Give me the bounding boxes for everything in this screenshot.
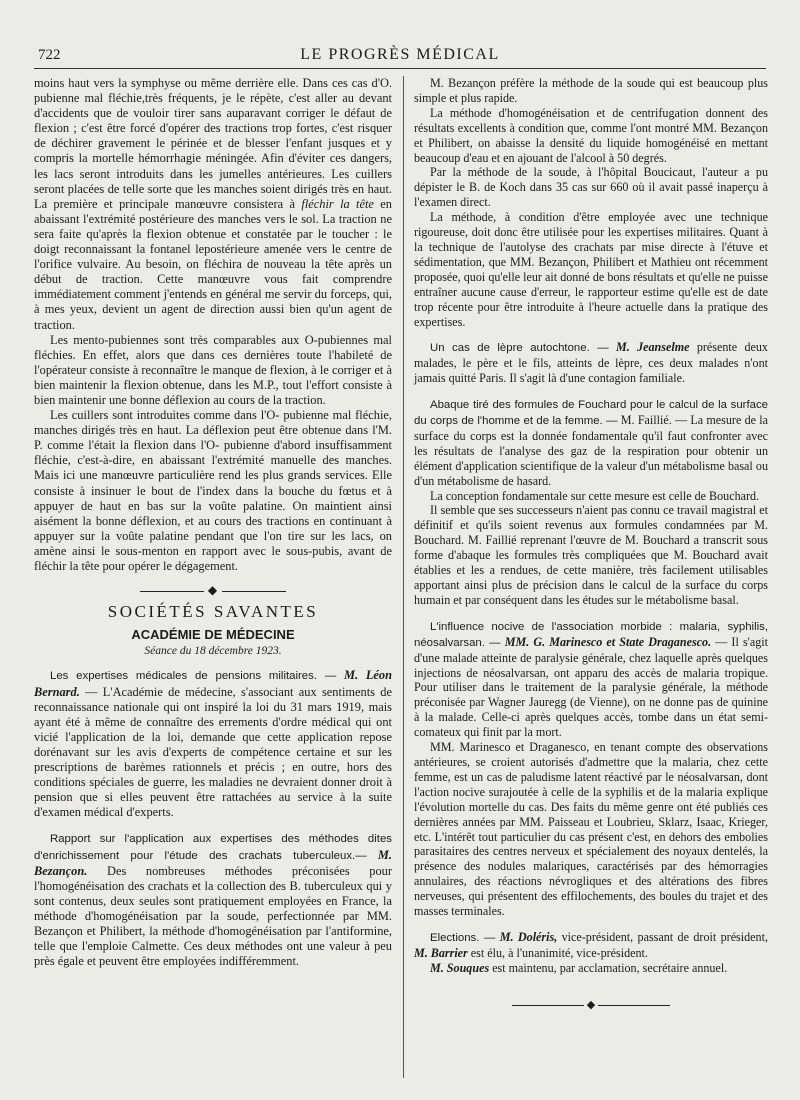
paragraph-text: vice-président, passant de droit président,	[561, 929, 768, 944]
paragraph: MM. Marinesco et Draganesco, en tenant compte des observations antérieures, se croient autorisés d'admettre que la malaria, chez cette femme, est un cas de paludisme latent réactivé par le néosalvarsan, dont l'action nocive surajoutée à celle de la syphilis et de la malaria explique l'évolution mortelle du cas. Des faits du même genre ont été publiés ces dernières années par MM. Paisseau et Loubrieu, Sklarz, Isaac, Krieger, etc. L'intérêt tout particulier du cas présent c'est, en dehors des embolies parasitaires des centres nerveux et spécialement des noyaux dentelés, la présence des nodules malariques, caractérisés par des hémorragies annulaires, des réactions névrogliques et des altérations des fibres nerveuses, qui présentent des effilochements, des boules du trajet et des masses terminales.	[414, 740, 768, 919]
paragraph-text: — L'Académie de médecine, s'associant aux sentiments de reconnaissance nationale qui ont inspiré la loi du 31 mars 1919, mais ayant été à même de connaître des errements d'ordre médical qui ont vicié l'application de la loi, demande que cette application repose dorénavant sur les avis d'experts de compétence certaine et sur les prescriptions de barèmes rationnels et précis ; en outre, hors des conditions spéciales de guerre, les maladies ne devraient donner droit à pension que si elles peuvent être rattachées au service à la suite d'examen médical d'experts.	[34, 684, 392, 820]
paragraph	[414, 340, 768, 386]
author-name: M. Faillié.	[620, 413, 672, 428]
paragraph	[34, 831, 392, 969]
paragraph-text: est maintenu, par acclamation, secrétaire annuel.	[492, 960, 728, 975]
item-heading: Rapport sur l'application aux expertises des méthodes dites d'enrichissement pour l'étude des crachats tuberculeux.—	[34, 833, 392, 862]
paragraph: La méthode, à condition d'être employée avec une technique rigoureuse, doit donc être utilisée pour les expertises militaires. Quant à la technique de l'autolyse des crachats par mise directe à l'étuve et sédimentation, que MM. Bezançon, Philibert et Mathieu ont récemment proposée, quoi qu'elle leur ait donné de bons résultats et qu'elle ne puisse entraîner aucune cause d'erreur, le rapporteur estime qu'elle est de date trop récente pour être introduite à l'heure actuelle dans la pratique des expertises.	[414, 210, 768, 329]
end-ornament: ◆	[414, 998, 768, 1013]
author-name: MM. G. Marinesco et State Draganesco.	[504, 634, 712, 649]
ornament-divider: ◆	[34, 583, 392, 598]
session-date: Séance du 18 décembre 1923.	[144, 645, 282, 658]
paragraph-text: — La mesure de la surface du corps est la donnée fondamentale qu'il faut confronter avec les résultats de l'analyse des gaz de la respiration pour obtenir un élément d'application scientifique de la valeur d'un métabolisme basal ou d'un métabolisme de hasard.	[414, 413, 768, 488]
emphasis-text: fléchir la tête	[301, 196, 374, 211]
author-name: M. Souques	[430, 960, 490, 975]
paragraph-text: présente deux malades, le père et le fils, atteints de lèpre, ces deux malades n'ont jamais quitté Paris. Il s'agit là d'une contagion familiale.	[414, 340, 768, 386]
paragraph-text: moins haut vers la symphyse ou même derrière elle. Dans ces cas d'O. pubienne mal fléchie,très fréquents, je le répète, c'est aller au devant d'accidents que de vouloir tirer sans auparavant corriger le défaut de flexion ; c'est être forcé d'opérer des tractions trop fortes, c'est risquer de déchirer gravement le périnée et de blesser l'enfant jusques et y compris la mortelle hémorrhagie méningée. Afin d'éviter ces dangers, les lacs seront introduits dans les jumelles antérieures. Les cuillers seront placées de telle sorte que les manches soient dirigés très en haut. La première et principale manœuvre consistera à	[34, 76, 392, 211]
paragraph-text: en abaissant l'extrémité postérieure des manches vers le sol. La traction ne sera faite qu'après la flexion obtenue et constatée par le toucher : le doigt reconnaissant la fontanel lepostérieure amenée vers le centre de l'orifice vulvaire. Au besoin, on fléchira de nouveau la tête après un début de traction. Cette manœuvre vous fait comprendre immédiatement comment j'entends en général me servir du forceps, qui, à mes yeux, devient un agent de direction aussi bien qu'un agent de traction.	[34, 196, 392, 332]
paragraph	[414, 619, 768, 740]
paragraph-text: est élu, à l'unanimité, vice-président.	[470, 945, 648, 960]
paragraph: La conception fondamentale sur cette mesure est celle de Bouchard.	[430, 488, 760, 503]
author-name: M. Barrier	[414, 945, 468, 960]
paragraph: Les mento-pubiennes sont très comparables aux O-pubiennes mal fléchies. En effet, alors que dans ces dernières toute l'habileté de l'opérateur consiste à reconnaître le manque de flexion, à le corriger et à bien maintenir la flexion obtenue, dans les M.P., tout l'effort consiste à bien maintenir une bonne déflexion au cours de la traction.	[34, 332, 392, 407]
left-column	[34, 76, 392, 969]
paragraph: La méthode d'homogénéisation et de centrifugation donnent des résultats excellents à condition que, comme l'ont montré MM. Bezançon et Philibert, on abaisse la densité du liquide homogénéisé en mettant beaucoup d'eau et en ajouant de l'alcool à 50 degrés.	[414, 105, 768, 165]
right-column	[414, 76, 768, 1013]
header-rule	[34, 68, 766, 69]
item-heading: L'influence nocive de l'association morbide : malaria, syphilis, néosalvarsan. —	[414, 620, 768, 649]
item-heading: Elections. —	[430, 931, 496, 944]
item-heading: Les expertises médicales de pensions militaires. —	[50, 670, 337, 683]
column-divider	[403, 76, 404, 1078]
paragraph-text: — Il s'agit d'une malade atteinte de paralysie générale, chez laquelle après quelques injections de néosalvarsan, ont apparu des accès de malaria tropique. Pour utiliser dans le traitement de la paralysie générale, la méthode préconisée par Wagner Jauregg (de Vienne), on ne donne pas de quinine à la malade. Celle-ci après quelques accès, tombe dans un état semi-comateux qui finit par la mort.	[414, 634, 768, 740]
item-heading: Un cas de lèpre autochtone. —	[430, 342, 609, 355]
academy-title: ACADÉMIE DE MÉDECINE	[131, 627, 295, 643]
paragraph: Il semble que ses successeurs n'aient pas connu ce travail magistral et définitif et qu'ils soient revenus aux formules condamnées par M. Bouchard. M. Faillié reprenant l'œuvre de M. Bouchard a transcrit sous forme d'abaque les formules très compliquées que M. Bouchard avait établies et les a rendues, de cette manière, très facilement utilisables apportant ainsi plus de précision dans le calcul de la surface du corps humain et par conséquent dans les études sur le métabolisme basal.	[414, 503, 768, 607]
author-name: M. Léon Bernard.	[34, 668, 392, 699]
journal-title: LE PROGRÈS MÉDICAL	[300, 46, 500, 63]
item-heading: Abaque tiré des formules de Fouchard pour le calcul de la surface du corps de l'homme et de la femme. —	[414, 399, 768, 428]
paragraph	[34, 76, 392, 333]
author-name: M. Doléris,	[499, 929, 558, 944]
author-name: M. Jeanselme	[615, 340, 690, 355]
paragraph: Les cuillers sont introduites comme dans l'O- pubienne mal fléchie, manches dirigés très en haut. La déflexion peut être obtenue dans l'M. P. comme l'était la flexion dans l'O- pubienne d'abord insuffisamment fléchie, c'est-à-dire, en abaissant l'extrémité manuelle des manches. Mais ici une manœuvre particulière rend les plus grands services. Elle consiste à insinuer le bout de l'index dans la bouche du fœtus et à appuyer de haut en bas sur la voûte palatine. On maintient ainsi aisément la bonne déflexion, et au cours des tractions en continuant à appuyer sur la voûte palatine pendant que l'on tire sur les lacs, on amène ainsi le sous-menton en rapport avec le sous-pubis, avant de fléchir la tête pour opérer le dégagement.	[34, 408, 392, 573]
paragraph: Par la méthode de la soude, à l'hôpital Boucicaut, l'auteur a pu dépister le B. de Koch dans 35 cas sur 660 où il avait passé inaperçu à l'examen direct.	[414, 165, 768, 210]
paragraph	[414, 397, 768, 488]
paragraph	[34, 668, 392, 820]
author-name: M. Bezançon.	[34, 847, 392, 878]
section-title: SOCIÉTÉS SAVANTES	[107, 602, 319, 622]
paragraph: M. Bezançon préfère la méthode de la soude qui est beaucoup plus simple et plus rapide.	[414, 76, 768, 105]
page-header	[34, 44, 766, 66]
paragraph	[414, 930, 768, 961]
paragraph-text: Des nombreuses méthodes préconisées pour l'homogénéisation des crachats et la collection des B. tuberculeux qui y sont contenus, deux seules sont pratiquement employées en France, la méthode d'homogénéisation par la soude, perfectionnée par MM. Bezançon et Philibert, la méthode d'homogénéisation par l'antiformine, telle que l'emploie Calmette. Ces deux méthodes ont une valeur à peu près égale et peuvent être employées indifféremment.	[34, 863, 392, 969]
page-number: 722	[38, 47, 61, 63]
paragraph	[414, 961, 768, 976]
